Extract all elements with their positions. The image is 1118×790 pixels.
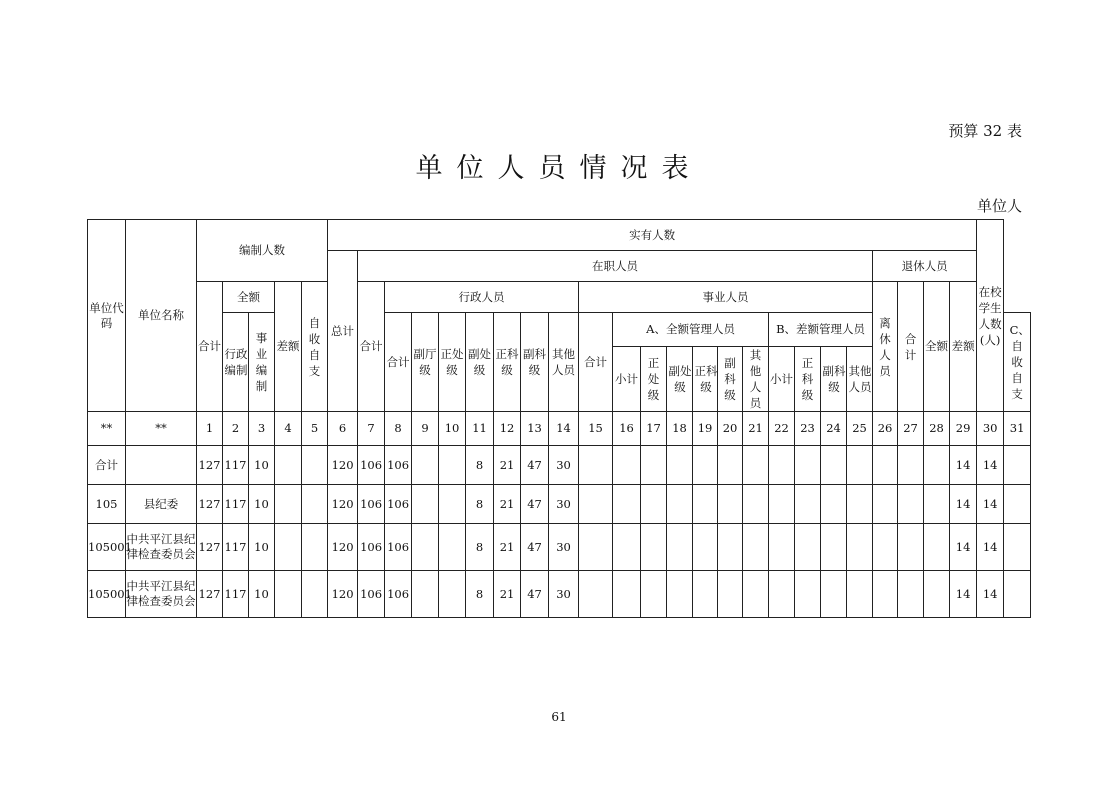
header-zhengchu: 正处级 [439, 313, 466, 412]
cell: 10 [249, 485, 275, 524]
cell: 21 [494, 524, 521, 571]
cell [795, 571, 821, 618]
header-b-xiaoji: 小计 [769, 347, 795, 412]
cell: 14 [977, 485, 1004, 524]
cell [667, 524, 693, 571]
cell [579, 485, 613, 524]
header-fuke: 副科级 [521, 313, 549, 412]
cell: 14 [950, 446, 977, 485]
col-no: 10 [439, 412, 466, 446]
cell [275, 571, 302, 618]
cell [898, 571, 924, 618]
column-number-row [88, 412, 1031, 446]
cell [743, 524, 769, 571]
cell: 117 [223, 446, 249, 485]
header-cha-e: 差额 [275, 282, 302, 412]
header-b-qita: 其他人员 [847, 347, 873, 412]
cell: 127 [197, 571, 223, 618]
cell [667, 571, 693, 618]
col-no: 13 [521, 412, 549, 446]
cell: 106 [358, 485, 385, 524]
header-bz-heji: 合计 [197, 282, 223, 412]
cell [743, 485, 769, 524]
col-no: 30 [977, 412, 1004, 446]
header-tuixiu-quan-e: 全额 [924, 282, 950, 412]
cell [873, 485, 898, 524]
header-unit-code: 单位代码 [88, 220, 126, 412]
cell [873, 571, 898, 618]
cell: 120 [328, 524, 358, 571]
header-a-zhengchu: 正处级 [641, 347, 667, 412]
cell [821, 524, 847, 571]
table-row [88, 524, 1031, 571]
cell: 47 [521, 524, 549, 571]
header-futing: 副厅级 [412, 313, 439, 412]
cell [439, 571, 466, 618]
cell [821, 485, 847, 524]
col-no: 11 [466, 412, 494, 446]
header-a-fuke: 副科级 [718, 347, 743, 412]
cell [898, 524, 924, 571]
col-no: 6 [328, 412, 358, 446]
header-xingzheng-renyuan: 行政人员 [385, 282, 579, 313]
cell: 合计 [88, 446, 126, 485]
cell: 120 [328, 485, 358, 524]
cell [718, 571, 743, 618]
col-no: ** [88, 412, 126, 446]
cell: 117 [223, 571, 249, 618]
cell: 30 [549, 571, 579, 618]
cell: 8 [466, 571, 494, 618]
cell [924, 524, 950, 571]
header-shiye-renyuan: 事业人员 [579, 282, 873, 313]
header-b-fuke: 副科级 [821, 347, 847, 412]
cell [641, 571, 667, 618]
cell [126, 446, 197, 485]
header-quan-e: 全额 [223, 282, 275, 313]
cell [847, 524, 873, 571]
cell: 106 [385, 485, 412, 524]
cell [302, 524, 328, 571]
cell [641, 485, 667, 524]
cell [439, 524, 466, 571]
header-b-zhengke: 正科级 [795, 347, 821, 412]
cell [1004, 524, 1031, 571]
cell: 8 [466, 446, 494, 485]
cell [412, 446, 439, 485]
col-no: 27 [898, 412, 924, 446]
cell: 47 [521, 485, 549, 524]
cell [579, 571, 613, 618]
cell [924, 485, 950, 524]
header-a-quan-e: A、全额管理人员 [613, 313, 769, 347]
unit-label: 单位人 [976, 197, 1022, 215]
table-row [88, 446, 1031, 485]
form-number: 预算 32 表 [948, 122, 1022, 140]
col-no: 28 [924, 412, 950, 446]
cell [302, 446, 328, 485]
col-no: 17 [641, 412, 667, 446]
header-tuixiu-group: 退休人员 [873, 251, 977, 282]
cell: 127 [197, 446, 223, 485]
header-lixiu: 离休人员 [873, 282, 898, 412]
header-b-cha-e: B、差额管理人员 [769, 313, 873, 347]
cell [693, 446, 718, 485]
header-zaizhi-heji: 合计 [358, 282, 385, 412]
cell: 中共平江县纪律检查委员会 [126, 524, 197, 571]
cell: 106 [358, 446, 385, 485]
cell [439, 485, 466, 524]
cell [667, 446, 693, 485]
cell: 21 [494, 446, 521, 485]
header-tuixiu-cha-e: 差额 [950, 282, 977, 412]
cell: 14 [977, 571, 1004, 618]
col-no: 8 [385, 412, 412, 446]
cell: 117 [223, 524, 249, 571]
cell [1004, 485, 1031, 524]
cell: 10 [249, 524, 275, 571]
cell [769, 446, 795, 485]
cell [795, 524, 821, 571]
cell: 30 [549, 524, 579, 571]
col-no: 18 [667, 412, 693, 446]
cell: 8 [466, 524, 494, 571]
cell: 120 [328, 571, 358, 618]
cell [847, 446, 873, 485]
page-title: 单位人员情况表 [415, 153, 703, 184]
cell [795, 446, 821, 485]
cell [924, 571, 950, 618]
cell: 106 [385, 446, 412, 485]
col-no: 7 [358, 412, 385, 446]
col-no: 16 [613, 412, 641, 446]
header-c-zishou: C、自收自支 [1004, 313, 1031, 412]
cell [275, 485, 302, 524]
cell [641, 524, 667, 571]
cell [613, 446, 641, 485]
cell: 14 [977, 446, 1004, 485]
cell [412, 524, 439, 571]
header-a-xiaoji: 小计 [613, 347, 641, 412]
header-zaixiao: 在校学生人数(人) [977, 220, 1004, 412]
page-number: 61 [551, 710, 567, 724]
col-no: 9 [412, 412, 439, 446]
personnel-table [87, 219, 1031, 618]
header-zongji: 总计 [328, 251, 358, 412]
cell: 106 [358, 524, 385, 571]
cell [898, 446, 924, 485]
cell: 8 [466, 485, 494, 524]
cell [693, 485, 718, 524]
col-no: 2 [223, 412, 249, 446]
header-tuixiu-heji: 合计 [898, 282, 924, 412]
col-no: 23 [795, 412, 821, 446]
cell: 21 [494, 485, 521, 524]
cell: 30 [549, 485, 579, 524]
col-no: 24 [821, 412, 847, 446]
cell [302, 485, 328, 524]
cell [769, 571, 795, 618]
cell: 21 [494, 571, 521, 618]
col-no: ** [126, 412, 197, 446]
cell: 105 [88, 485, 126, 524]
cell [873, 524, 898, 571]
cell: 14 [950, 485, 977, 524]
cell [795, 485, 821, 524]
cell [873, 446, 898, 485]
cell [847, 485, 873, 524]
col-no: 21 [743, 412, 769, 446]
header-qita: 其他人员 [549, 313, 579, 412]
cell: 127 [197, 485, 223, 524]
cell [275, 524, 302, 571]
header-shiyou: 实有人数 [328, 220, 977, 251]
col-no: 20 [718, 412, 743, 446]
col-no: 14 [549, 412, 579, 446]
cell [613, 524, 641, 571]
cell [667, 485, 693, 524]
cell [847, 571, 873, 618]
header-zaizhi: 在职人员 [358, 251, 873, 282]
header-shiye-bianzhi: 事业编制 [249, 313, 275, 412]
cell: 120 [328, 446, 358, 485]
cell [718, 446, 743, 485]
cell [412, 485, 439, 524]
cell: 106 [358, 571, 385, 618]
cell [821, 446, 847, 485]
header-shiye-heji: 合计 [579, 313, 613, 412]
col-no: 22 [769, 412, 795, 446]
cell: 117 [223, 485, 249, 524]
cell [821, 571, 847, 618]
header-xingzheng-bianzhi: 行政编制 [223, 313, 249, 412]
cell [641, 446, 667, 485]
header-zhengke: 正科级 [494, 313, 521, 412]
cell: 县纪委 [126, 485, 197, 524]
cell [693, 571, 718, 618]
cell [924, 446, 950, 485]
cell [743, 571, 769, 618]
cell [1004, 571, 1031, 618]
cell [302, 571, 328, 618]
col-no: 26 [873, 412, 898, 446]
col-no: 3 [249, 412, 275, 446]
cell: 106 [385, 524, 412, 571]
cell [718, 524, 743, 571]
header-a-qita: 其他人员 [743, 347, 769, 412]
table-row [88, 485, 1031, 524]
cell: 30 [549, 446, 579, 485]
cell: 10 [249, 571, 275, 618]
header-unit-name: 单位名称 [126, 220, 197, 412]
col-no: 25 [847, 412, 873, 446]
cell: 105001 [88, 524, 126, 571]
col-no: 4 [275, 412, 302, 446]
cell: 中共平江县纪律检查委员会 [126, 571, 197, 618]
cell [613, 485, 641, 524]
cell [613, 571, 641, 618]
table-row [88, 571, 1031, 618]
header-fuchu: 副处级 [466, 313, 494, 412]
cell [769, 524, 795, 571]
col-no: 15 [579, 412, 613, 446]
cell: 14 [950, 571, 977, 618]
cell: 10 [249, 446, 275, 485]
cell [718, 485, 743, 524]
header-xz-heji: 合计 [385, 313, 412, 412]
cell: 47 [521, 446, 549, 485]
cell: 105001 [88, 571, 126, 618]
cell [579, 524, 613, 571]
col-no: 31 [1004, 412, 1031, 446]
cell: 47 [521, 571, 549, 618]
header-a-fuchu: 副处级 [667, 347, 693, 412]
cell [898, 485, 924, 524]
cell [579, 446, 613, 485]
cell [275, 446, 302, 485]
header-bianzhi: 编制人数 [197, 220, 328, 282]
cell: 106 [385, 571, 412, 618]
header-zishou: 自收自支 [302, 282, 328, 412]
header-a-zhengke: 正科级 [693, 347, 718, 412]
cell [412, 571, 439, 618]
cell [743, 446, 769, 485]
col-no: 12 [494, 412, 521, 446]
cell: 127 [197, 524, 223, 571]
cell [439, 446, 466, 485]
col-no: 29 [950, 412, 977, 446]
col-no: 19 [693, 412, 718, 446]
cell: 14 [950, 524, 977, 571]
cell: 14 [977, 524, 1004, 571]
cell [693, 524, 718, 571]
col-no: 5 [302, 412, 328, 446]
col-no: 1 [197, 412, 223, 446]
cell [1004, 446, 1031, 485]
cell [769, 485, 795, 524]
